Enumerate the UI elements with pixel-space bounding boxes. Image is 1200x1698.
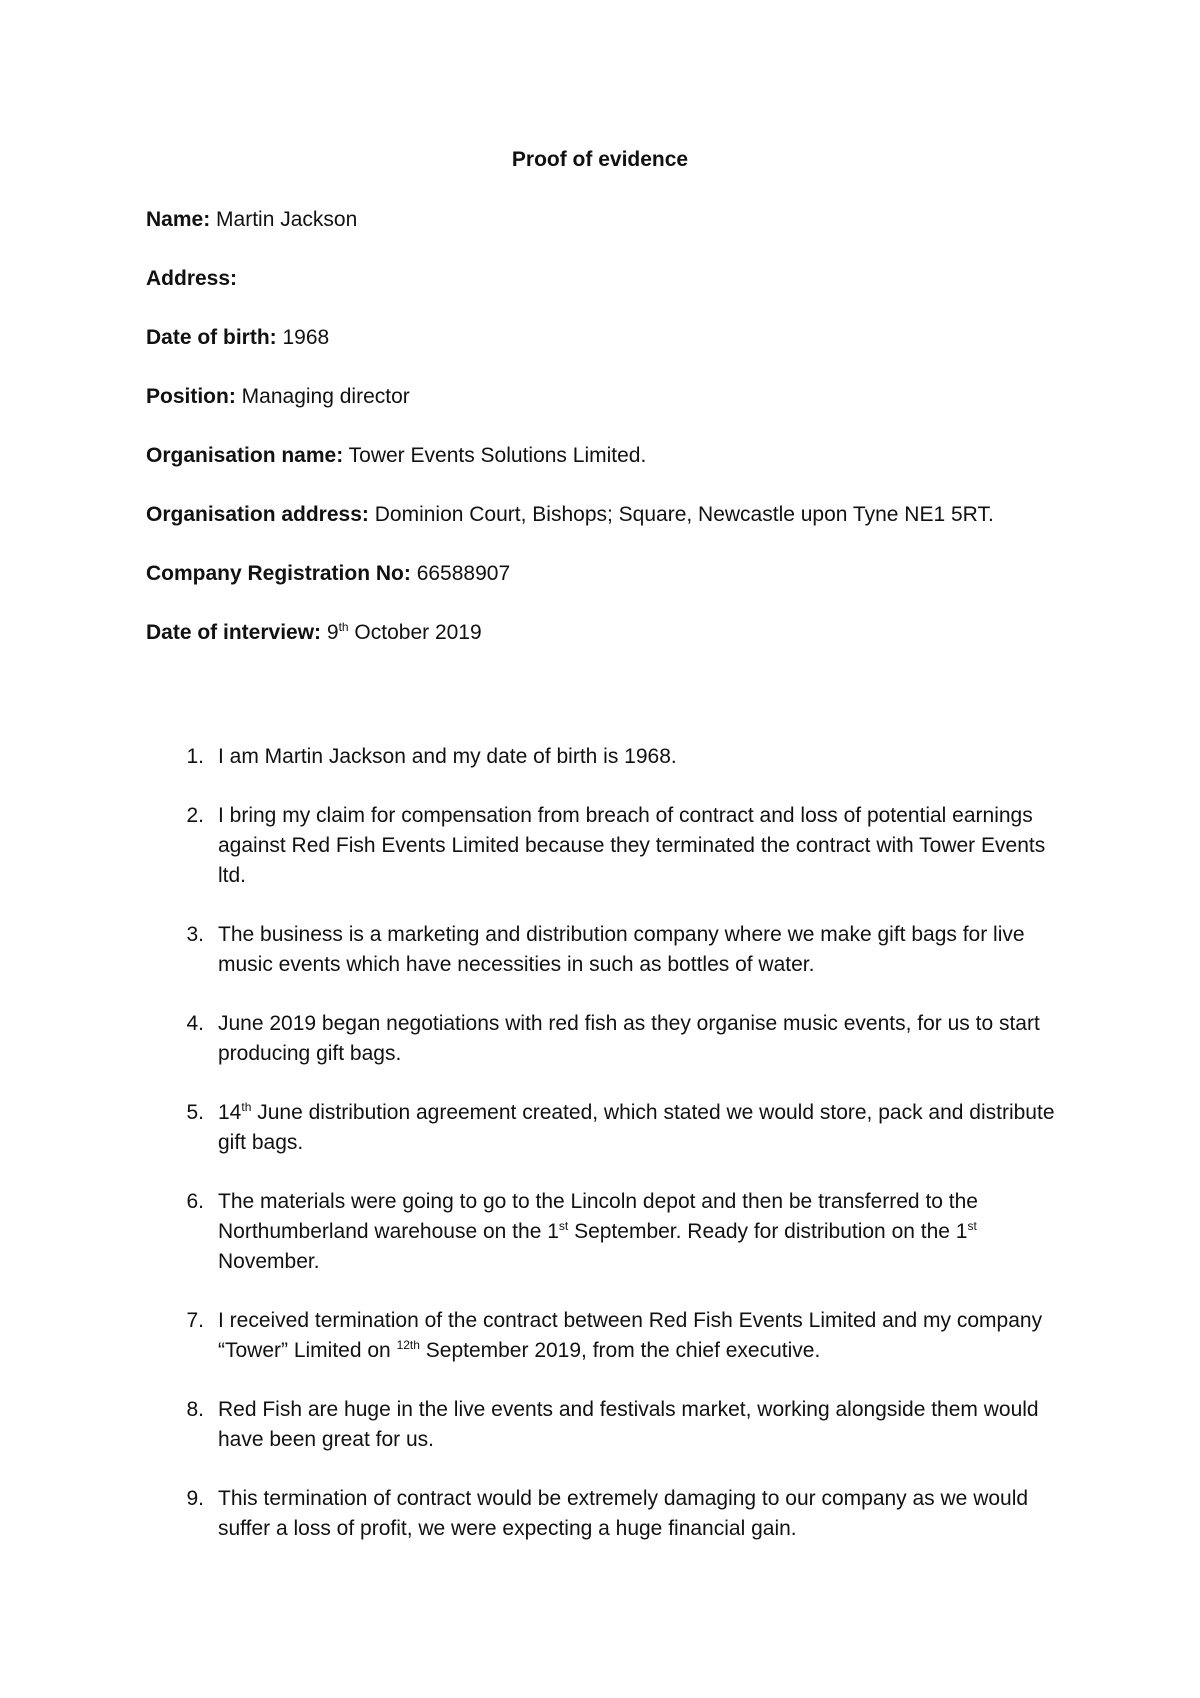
organisation-name-field [146, 442, 1086, 470]
header-fields [146, 206, 1086, 678]
item-number: 4. [186, 1012, 204, 1035]
list-item [146, 920, 1056, 980]
statement-list [146, 742, 1056, 1573]
item-text-part: I received termination of the contract between Red Fish Events Limited and my company “Tower” Limited on [218, 1309, 1043, 1362]
field-label: Organisation address: [146, 503, 369, 526]
address-field [146, 265, 1086, 293]
document-title: Proof of evidence [511, 148, 689, 171]
list-item [146, 1009, 1056, 1069]
field-label: Position: [146, 385, 236, 408]
ordinal-suffix: th [241, 1100, 252, 1114]
ordinal-suffix: st [967, 1219, 977, 1233]
item-number: 7. [186, 1309, 204, 1332]
field-value: 1968 [276, 326, 330, 349]
item-text-part: June distribution agreement created, which stated we would store, pack and distribute gift bags. [218, 1101, 1055, 1154]
item-text-part: November. [218, 1250, 320, 1273]
field-label: Company Registration No: [146, 562, 411, 585]
field-value: Dominion Court, Bishops; Square, Newcastle upon Tyne NE1 5RT. [368, 503, 994, 526]
field-value: 66588907 [410, 562, 511, 585]
item-number: 6. [186, 1190, 204, 1213]
item-text [218, 1187, 1056, 1277]
ordinal-suffix: 12th [396, 1338, 420, 1352]
date-of-interview-field [146, 619, 1086, 647]
item-number: 8. [186, 1398, 204, 1421]
item-text-part: September. Ready for distribution on the 1 [568, 1220, 968, 1243]
item-text: June 2019 began negotiations with red fish as they organise music events, for us to start producing gift bags. [218, 1012, 1040, 1065]
item-number: 3. [186, 923, 204, 946]
item-text [218, 1306, 1056, 1366]
item-text-part: September 2019, from the chief executive. [419, 1339, 821, 1362]
field-label: Organisation name: [146, 444, 344, 467]
item-text: I bring my claim for compensation from breach of contract and loss of potential earnings against Red Fish Events Limited because they terminated the contract with Tower Events ltd. [218, 804, 1046, 887]
field-value: Tower Events Solutions Limited. [343, 444, 647, 467]
item-number: 9. [186, 1487, 204, 1510]
list-item [146, 1187, 1056, 1277]
item-text [218, 1098, 1056, 1158]
company-registration-field [146, 560, 1086, 588]
list-item [146, 1484, 1056, 1544]
field-label: Address: [146, 267, 238, 290]
list-item [146, 801, 1056, 891]
list-item [146, 1098, 1056, 1158]
field-label: Date of interview: [146, 621, 322, 644]
ordinal-suffix: th [338, 620, 349, 634]
field-label: Name: [146, 208, 211, 231]
field-value-rest: October 2019 [348, 621, 482, 644]
item-number: 5. [186, 1101, 204, 1124]
item-number: 1. [186, 745, 204, 768]
field-label: Date of birth: [146, 326, 277, 349]
item-text: This termination of contract would be extremely damaging to our company as we would suffer a loss of profit, we were expecting a huge financial gain. [218, 1487, 1029, 1540]
item-text: Red Fish are huge in the live events and festivals market, working alongside them would have been great for us. [218, 1398, 1039, 1451]
date-of-birth-field [146, 324, 1086, 352]
item-text-part: The materials were going to go to the Lincoln depot and then be transferred to the Northumberland warehouse on the 1 [218, 1190, 978, 1243]
organisation-address-field [146, 501, 1086, 529]
ordinal-suffix: st [558, 1219, 569, 1233]
list-item [146, 1306, 1056, 1366]
item-text: I am Martin Jackson and my date of birth is 1968. [218, 745, 677, 768]
list-item [146, 1395, 1056, 1455]
field-value: Managing director [235, 385, 410, 408]
item-text-part: 14 [218, 1101, 242, 1124]
field-value: 9 [321, 621, 339, 644]
name-field [146, 206, 1086, 234]
item-text: The business is a marketing and distribution company where we make gift bags for live music events which have necessities in such as bottles of water. [218, 923, 1025, 976]
item-number: 2. [186, 804, 204, 827]
field-value: Martin Jackson [210, 208, 358, 231]
position-field [146, 383, 1086, 411]
list-item [146, 742, 1056, 772]
